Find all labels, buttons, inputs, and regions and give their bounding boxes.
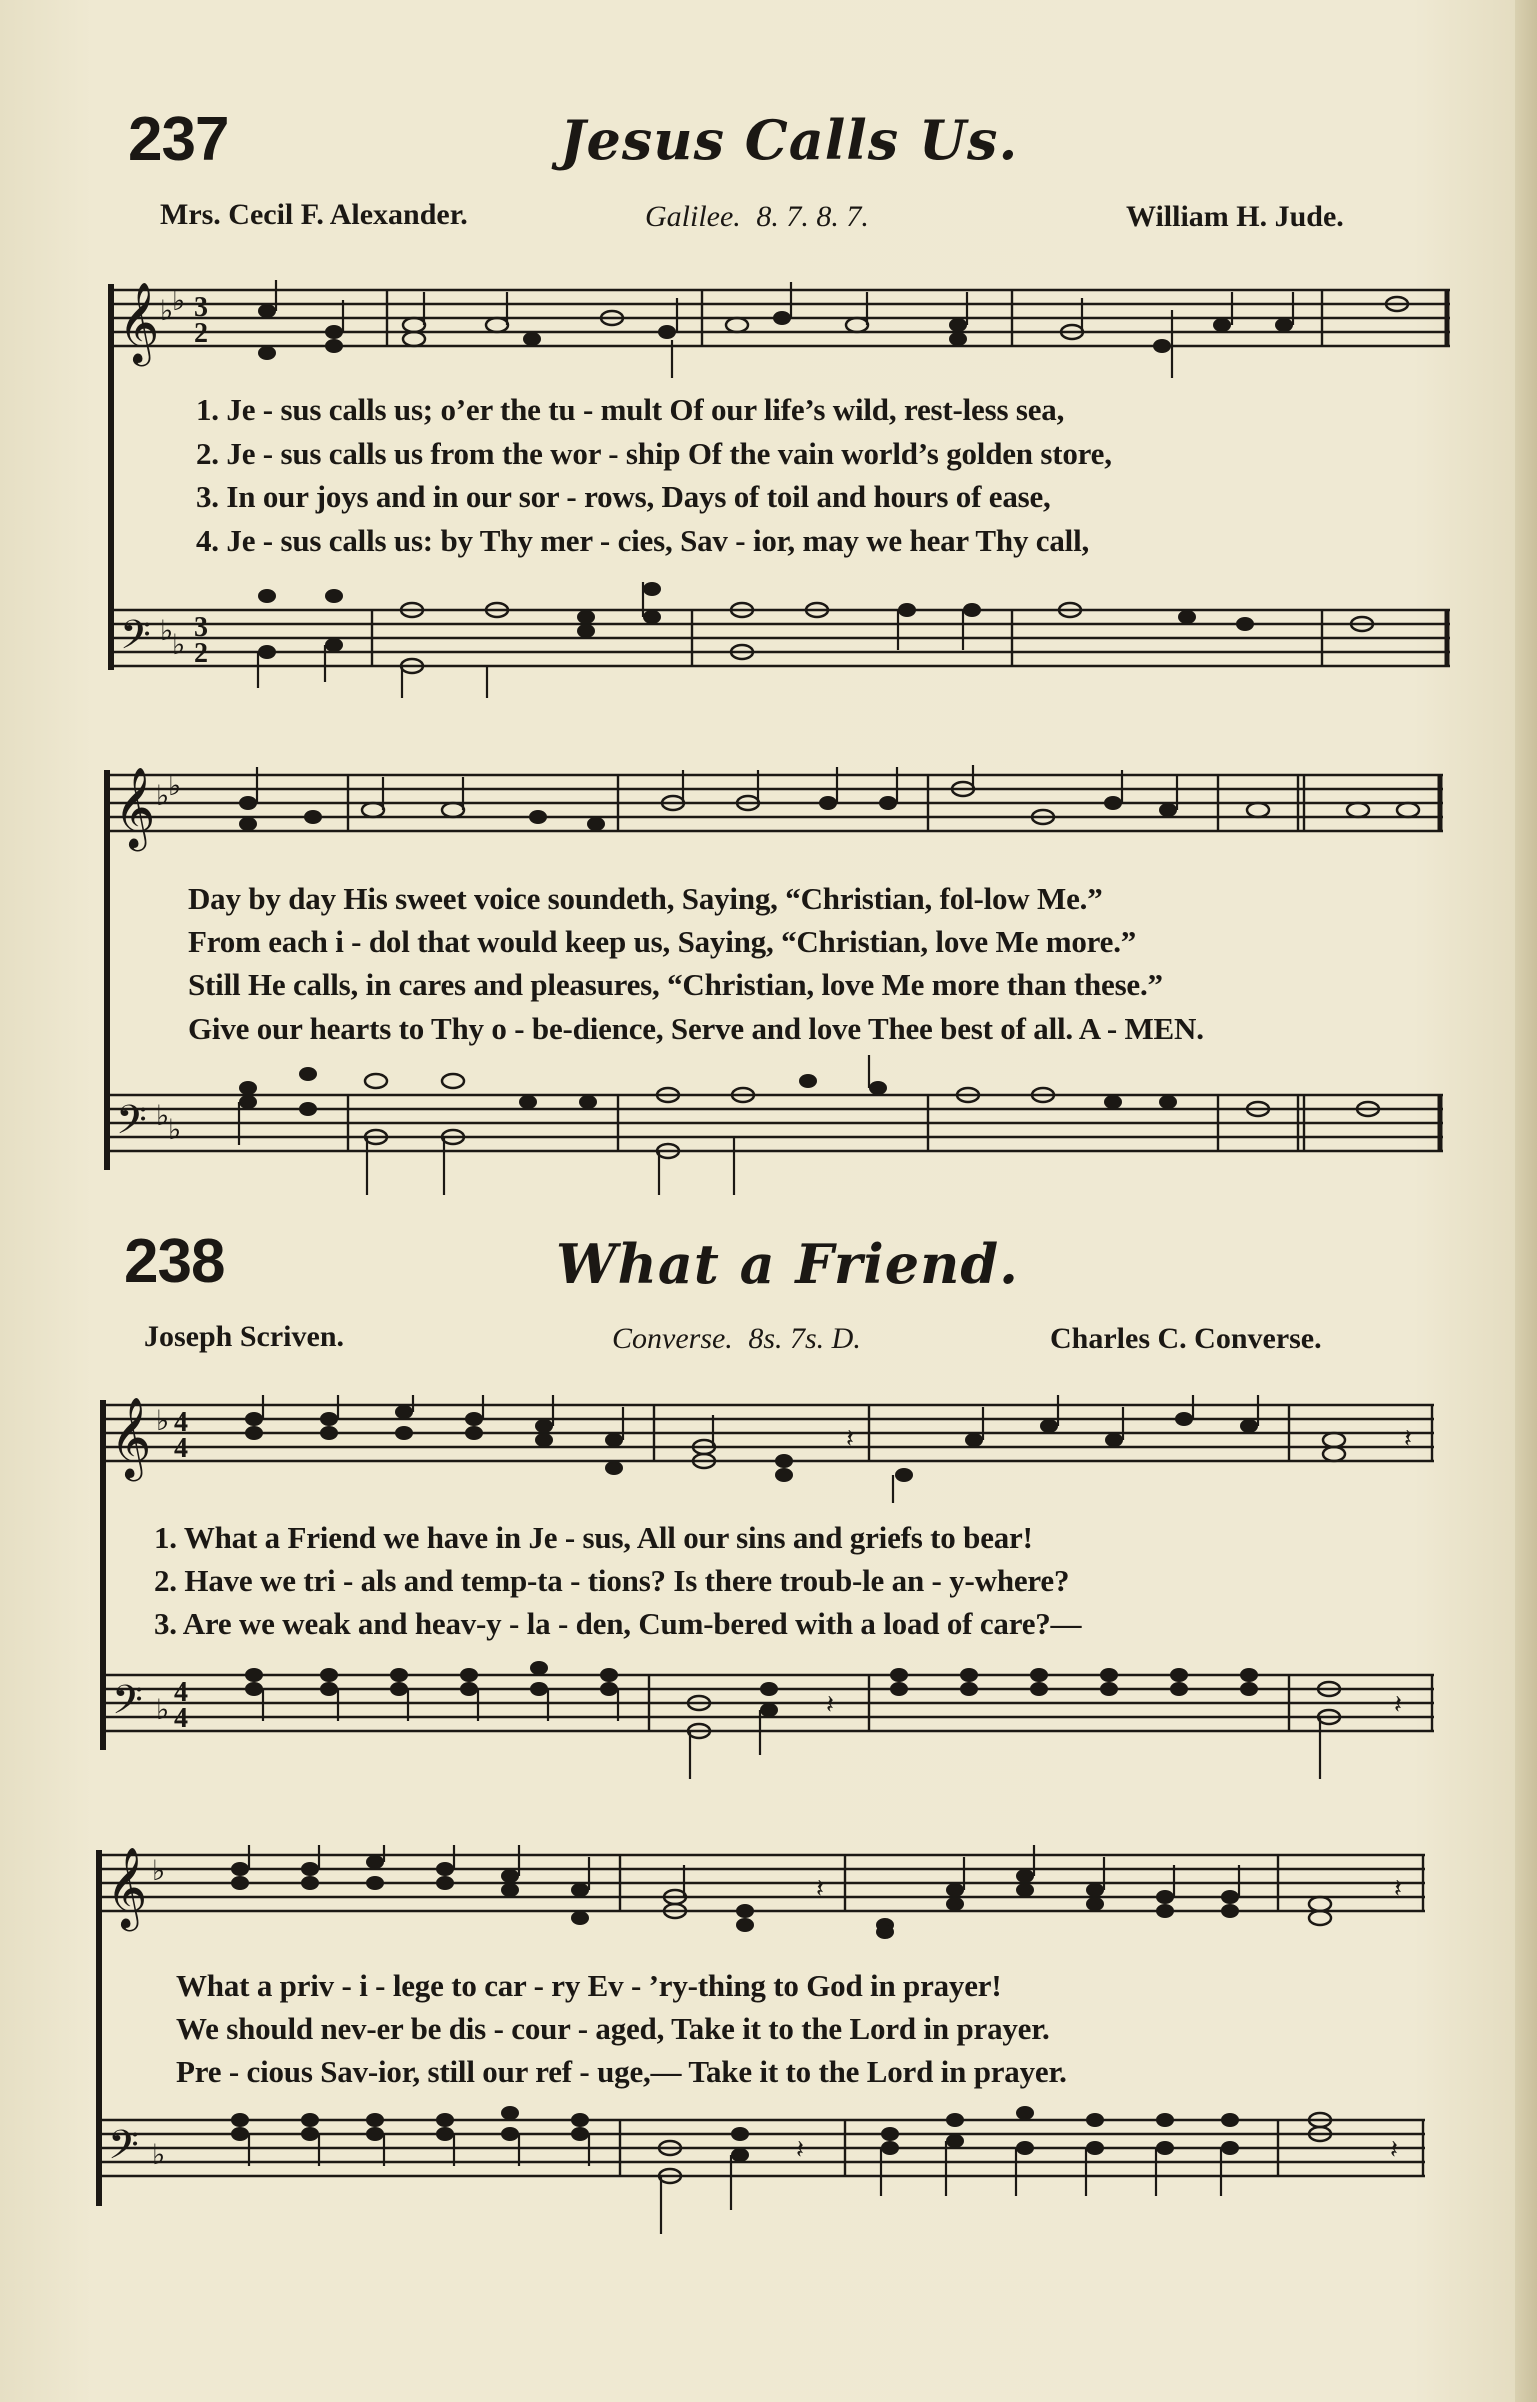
bass-staff-237-2	[108, 1055, 1448, 1205]
svg-text:♭: ♭	[172, 628, 186, 661]
svg-text:♭: ♭	[152, 1854, 166, 1887]
lyric-237-1-v2: 2. Je - sus calls us from the wor - ship Of the vain world’s golden store,	[196, 436, 1112, 471]
lyric-238-2-v3: Pre - cious Sav-ior, still our ref - uge,— Take it to the Lord in prayer.	[176, 2054, 1067, 2089]
lyric-238-1-v1: 1. What a Friend we have in Je - sus, All our sins and griefs to bear!	[154, 1520, 1033, 1555]
svg-text:2: 2	[194, 318, 208, 349]
page-edge	[1515, 0, 1537, 2402]
svg-text:𝄞: 𝄞	[118, 281, 160, 363]
svg-text:♭: ♭	[156, 1099, 170, 1132]
svg-text:𝄽: 𝄽	[796, 2135, 804, 2164]
words-credit-238: Joseph Scriven.	[144, 1320, 345, 1353]
svg-text:𝄢: 𝄢	[112, 1677, 143, 1733]
svg-text:4: 4	[174, 1677, 188, 1708]
svg-text:♭: ♭	[160, 294, 174, 327]
svg-text:♭: ♭	[152, 2138, 166, 2171]
svg-text:♭: ♭	[168, 769, 182, 802]
svg-text:𝄽: 𝄽	[1404, 1424, 1412, 1453]
treble-staff-238-2	[100, 1845, 1440, 1955]
lyric-237-1-v1: 1. Je - sus calls us; o’er the tu - mult Of our life’s wild, rest-less sea,	[196, 392, 1065, 427]
svg-text:𝄢: 𝄢	[108, 2122, 139, 2178]
hymn-number-238: 238	[124, 1227, 225, 1296]
svg-text:𝄞: 𝄞	[110, 1396, 152, 1478]
treble-staff-237-2	[108, 765, 1448, 865]
svg-text:4: 4	[174, 1407, 188, 1438]
svg-text:4: 4	[174, 1433, 188, 1464]
meter-237: 8. 7. 8. 7.	[756, 200, 869, 233]
svg-text:𝄽: 𝄽	[1394, 1874, 1402, 1903]
svg-text:2: 2	[194, 638, 208, 669]
hymn-title-238: What a Friend.	[556, 1232, 1019, 1296]
lyric-237-2-v4: Give our hearts to Thy o - be-dience, Serve and love Thee best of all. A - MEN.	[188, 1011, 1204, 1046]
svg-text:𝄢: 𝄢	[120, 612, 151, 668]
svg-text:♭: ♭	[156, 1693, 170, 1726]
lyric-238-1-v2: 2. Have we tri - als and temp-ta - tions? Is there troub-le an - y-where?	[154, 1563, 1070, 1598]
svg-text:♭: ♭	[156, 1404, 170, 1437]
lyric-238-2-v2: We should nev-er be dis - cour - aged, Take it to the Lord in prayer.	[176, 2011, 1050, 2046]
svg-text:𝄽: 𝄽	[1394, 1690, 1402, 1719]
svg-text:𝄽: 𝄽	[1390, 2135, 1398, 2164]
meter-238: 8s. 7s. D.	[748, 1322, 861, 1355]
svg-text:𝄞: 𝄞	[114, 766, 156, 848]
hymn-title-237: Jesus Calls Us.	[560, 108, 1019, 172]
bass-staff-238-2	[100, 2100, 1440, 2240]
words-credit-237: Mrs. Cecil F. Alexander.	[160, 198, 468, 231]
lyric-237-2-v1: Day by day His sweet voice soundeth, Saying, “Christian, fol-low Me.”	[188, 881, 1103, 916]
tune-meter-237	[645, 200, 869, 234]
music-credit-237: William H. Jude.	[1126, 200, 1344, 233]
lyric-237-2-v2: From each i - dol that would keep us, Saying, “Christian, love Me more.”	[188, 924, 1137, 959]
svg-text:𝄢: 𝄢	[116, 1097, 147, 1153]
lyric-237-1-v3: 3. In our joys and in our sor - rows, Days of toil and hours of ease,	[196, 479, 1051, 514]
svg-text:𝄽: 𝄽	[846, 1424, 854, 1453]
svg-text:3: 3	[194, 612, 208, 643]
lyric-238-1-v3: 3. Are we weak and heav-y - la - den, Cum-bered with a load of care?—	[154, 1606, 1082, 1641]
lyric-238-2-v1: What a priv - i - lege to car - ry Ev - ’ry-thing to God in prayer!	[176, 1968, 1002, 2003]
svg-text:𝄽: 𝄽	[816, 1874, 824, 1903]
svg-text:3: 3	[194, 292, 208, 323]
svg-text:♭: ♭	[168, 1113, 182, 1146]
tune-name-238: Converse.	[612, 1322, 733, 1355]
music-credit-238: Charles C. Converse.	[1050, 1322, 1322, 1355]
svg-text:𝄞: 𝄞	[106, 1846, 148, 1928]
hymn-number-237: 237	[128, 105, 229, 174]
tune-meter-238	[612, 1322, 861, 1356]
bass-staff-237-1	[112, 570, 1452, 700]
treble-staff-237-1	[112, 280, 1452, 380]
lyric-237-1-v4: 4. Je - sus calls us: by Thy mer - cies, Sav - ior, may we hear Thy call,	[196, 523, 1090, 558]
svg-text:4: 4	[174, 1703, 188, 1734]
svg-text:♭: ♭	[156, 779, 170, 812]
tune-name-237: Galilee.	[645, 200, 741, 233]
svg-text:𝄽: 𝄽	[826, 1690, 834, 1719]
svg-text:♭: ♭	[160, 614, 174, 647]
lyric-237-2-v3: Still He calls, in cares and pleasures, “Christian, love Me more than these.”	[188, 967, 1163, 1002]
svg-text:♭: ♭	[172, 284, 186, 317]
treble-staff-238-1	[104, 1395, 1444, 1505]
bass-staff-238-1	[104, 1655, 1444, 1785]
